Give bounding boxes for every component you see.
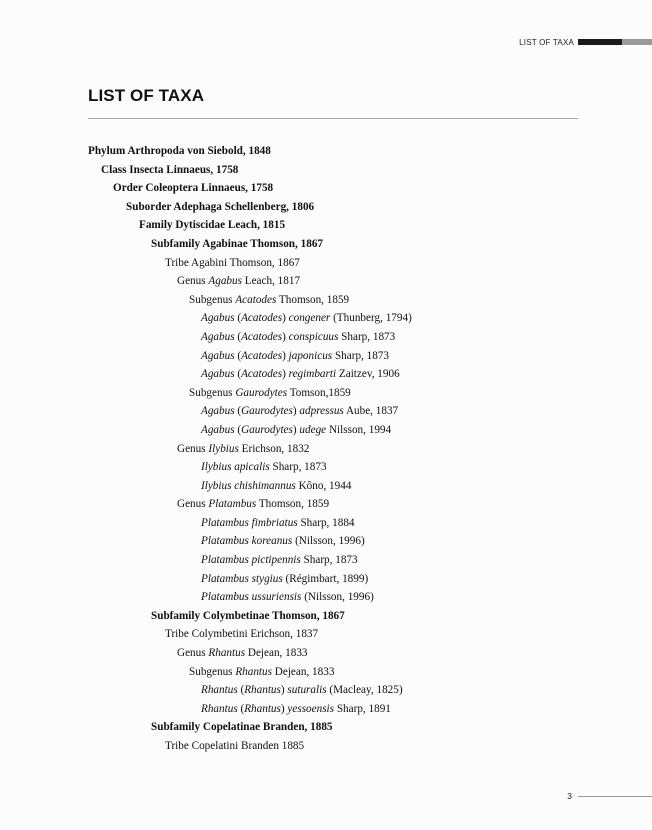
taxon-text: Tribe Copelatini Branden 1885 [165,740,305,752]
taxon-entry [88,477,588,496]
taxon-text: Tribe Colymbetini Erichson, 1837 [165,628,319,641]
taxon-name-italic: Rhantus [208,647,246,660]
taxon-name-italic: Rhantus [235,665,272,678]
taxon-text: Erichson, 1832 [238,442,310,455]
taxon-text: Aube, 1837 [343,405,399,418]
taxon-name-italic: conspicuus [288,330,339,343]
taxon-entry [88,718,588,737]
taxon-text: Class Insecta Linnaeus, 1758 [101,163,239,176]
taxon-entry [88,495,588,514]
taxon-name-italic: Agabus [201,405,235,418]
taxon-entry [88,644,588,663]
taxon-text: Sharp, 1873 [338,330,396,343]
running-head-bar-grey [622,39,652,45]
taxon-entry [88,402,588,421]
taxon-text: Dejean, 1833 [245,647,308,660]
taxon-entry [88,254,588,273]
taxon-text: Thomson, 1859 [256,498,330,511]
taxon-text: Dejean, 1833 [271,665,335,678]
taxon-entry [88,272,588,291]
taxon-text: (Nilsson, 1996) [292,535,365,548]
taxon-name-italic: congener [288,312,331,325]
taxon-text: ) [292,405,300,418]
taxon-text: ( [234,368,242,381]
taxon-name-italic: Gaurodytes [241,405,293,418]
taxon-name-italic: yessoensis [287,702,335,715]
running-head [519,36,652,48]
taxon-name-italic: Agabus [201,423,235,436]
taxon-name-italic: Agabus [201,368,235,381]
taxon-name-italic: Acatodes [241,368,283,381]
taxon-text: Tribe Agabini Thomson, 1867 [165,256,300,269]
taxon-entry [88,365,588,384]
title-divider [88,118,578,119]
taxon-text: ) [282,349,289,362]
taxon-name-italic: Ilybius apicalis [201,461,270,474]
taxon-name-italic: adpressus [299,405,344,418]
taxon-name-italic: Rhantus [201,702,238,715]
taxon-text: Subfamily Agabinae Thomson, 1867 [151,237,324,250]
taxon-entry [88,514,588,533]
taxon-text: ) [280,684,288,697]
taxon-text: Subgenus [189,293,236,306]
taxon-entry [88,384,588,403]
taxon-text: ) [282,312,289,325]
taxon-entry [88,235,588,254]
taxon-name-italic: Agabus [201,330,235,343]
taxa-list [88,142,588,756]
taxon-text: Sharp, 1873 [269,461,327,474]
taxon-text: (Thunberg, 1794) [330,312,412,325]
taxon-text: ( [234,349,242,362]
taxon-text: Subfamily Copelatinae Branden, 1885 [151,721,333,734]
taxon-text: (Macleay, 1825) [326,684,403,697]
taxon-text: ) [292,423,300,436]
taxon-text: ( [234,330,242,343]
taxon-name-italic: Agabus [201,349,235,362]
taxon-text: Genus [177,442,209,455]
taxon-name-italic: Acatodes [235,293,277,306]
page-title: LIST OF TAXA [88,86,205,105]
taxon-name-italic: udege [299,423,327,436]
taxon-name-italic: suturalis [287,684,327,697]
taxon-entry [88,198,588,217]
taxon-name-italic: Platambus [208,498,257,511]
taxon-text: Sharp, 1873 [300,554,358,567]
taxon-text: ( [234,312,242,325]
taxon-name-italic: Platambus stygius [201,572,283,585]
taxon-text: ) [282,330,289,343]
taxon-text: ( [237,702,245,715]
taxon-entry [88,532,588,551]
taxon-name-italic: Acatodes [241,330,283,343]
taxon-name-italic: Ilybius chishimannus [201,479,296,492]
taxon-name-italic: Rhantus [201,684,238,697]
taxon-entry [88,663,588,682]
taxon-name-italic: japonicus [288,349,333,362]
taxon-entry [88,700,588,719]
page-footer [567,790,652,802]
taxon-text: Thomson, 1859 [276,293,350,306]
taxon-text: Order Coleoptera Linnaeus, 1758 [113,182,274,195]
taxon-name-italic: regimbarti [288,368,337,381]
taxon-entry [88,681,588,700]
taxon-text: Kôno, 1944 [295,479,352,492]
taxon-text: Sharp, 1884 [297,516,355,529]
taxon-text: Zaitzev, 1906 [336,368,400,381]
taxon-entry [88,570,588,589]
taxon-name-italic: Rhantus [244,702,281,715]
taxon-name-italic: Agabus [208,275,242,288]
taxon-text: Phylum Arthropoda von Siebold, 1848 [88,145,271,157]
taxon-name-italic: Gaurodytes [241,423,293,436]
taxon-entry [88,347,588,366]
taxon-text: Genus [177,498,209,511]
taxon-name-italic: Rhantus [244,684,281,697]
taxon-entry [88,588,588,607]
taxon-name-italic: Gaurodytes [235,386,288,399]
taxon-entry [88,607,588,626]
taxon-entry [88,216,588,235]
taxon-entry [88,291,588,310]
taxon-name-italic: Platambus fimbriatus [201,516,298,529]
taxon-text: (Nilsson, 1996) [301,591,374,604]
taxon-text: (Régimbart, 1899) [282,572,369,585]
taxon-text: Sharp, 1873 [332,349,390,362]
taxon-entry [88,179,588,198]
taxon-name-italic: Platambus ussuriensis [201,591,302,604]
taxon-entry [88,625,588,644]
taxon-text: ) [282,368,289,381]
taxon-name-italic: Agabus [201,312,235,325]
taxon-text: Subgenus [189,386,236,399]
taxon-name-italic: Acatodes [241,312,283,325]
taxon-text: ( [234,405,242,418]
taxon-text: Leach, 1817 [241,275,301,288]
taxon-text: Nilsson, 1994 [326,423,392,436]
running-head-text: LIST OF TAXA [519,37,574,47]
taxon-text: ) [280,702,288,715]
taxon-entry [88,737,588,756]
taxon-name-italic: Platambus pictipennis [201,554,301,567]
taxon-entry [88,551,588,570]
taxon-text: ( [234,423,242,436]
taxon-text: Subgenus [189,665,236,678]
taxon-entry [88,458,588,477]
page-number: 3 [567,791,572,801]
running-head-bar-dark [578,39,622,45]
taxon-text: Genus [177,275,209,288]
taxon-entry [88,421,588,440]
taxon-text: Tomson,1859 [287,386,351,399]
taxon-text: Subfamily Colymbetinae Thomson, 1867 [151,609,345,622]
taxon-name-italic: Acatodes [241,349,283,362]
taxon-entry [88,440,588,459]
taxon-text: Genus [177,647,209,660]
taxon-text: Sharp, 1891 [334,702,391,715]
taxon-entry [88,309,588,328]
taxon-entry [88,142,588,161]
taxon-name-italic: Platambus koreanus [201,535,293,548]
taxon-text: Family Dytiscidae Leach, 1815 [139,219,286,232]
taxon-entry [88,328,588,347]
taxon-text: Suborder Adephaga Schellenberg, 1806 [126,200,315,213]
taxon-text: ( [237,684,245,697]
taxon-name-italic: Ilybius [208,442,239,455]
footer-rule [578,796,652,797]
taxon-entry [88,161,588,180]
